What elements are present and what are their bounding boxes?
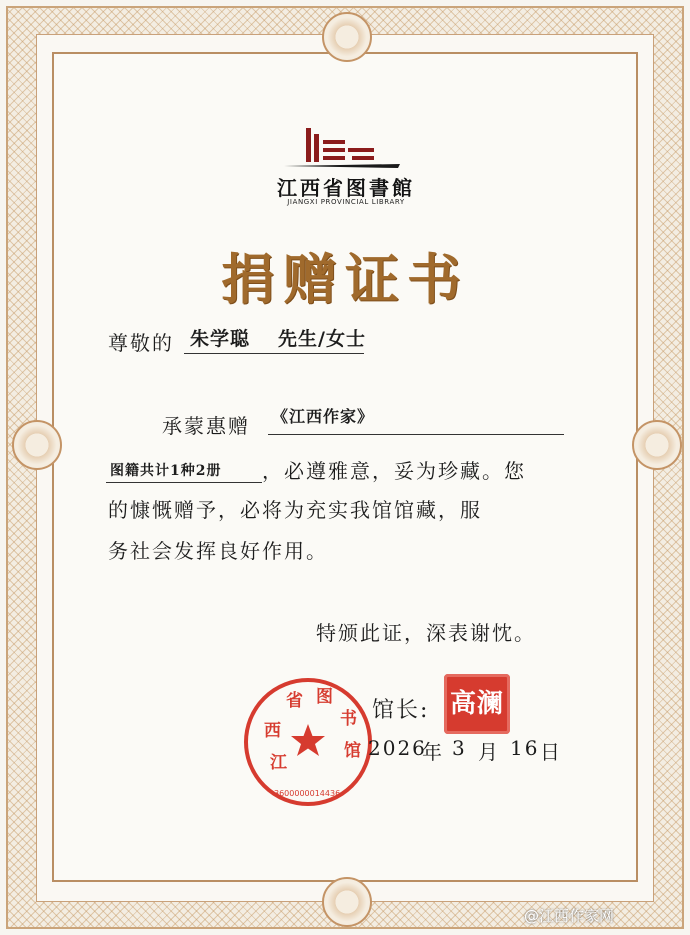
date-day: 16 [510, 736, 540, 760]
library-name-chinese: 江西省图書館 [277, 176, 415, 200]
svg-text:省: 省 [286, 691, 303, 711]
recipient-underline [184, 353, 364, 354]
quantity-underline [106, 482, 262, 483]
curator-signature-stamp: 高澜 [444, 674, 510, 734]
border-ornament-right [632, 420, 682, 470]
date-year-unit: 年 [422, 740, 444, 764]
svg-text:书: 书 [340, 709, 357, 729]
official-seal-stamp [242, 676, 374, 808]
recipient-name: 朱学聪 [190, 328, 251, 350]
date-month-unit: 月 [478, 740, 500, 764]
body-line-2: 的慷慨赠予，必将为充实我馆馆藏，服 [108, 498, 482, 522]
svg-text:图: 图 [316, 687, 333, 707]
gift-item: 《江西作家》 [272, 407, 375, 426]
curator-label: 馆长: [372, 698, 430, 723]
body-line-1: ，必遵雅意，妥为珍藏。您 [262, 459, 526, 483]
body-line-3: 务社会发挥良好作用。 [108, 539, 328, 563]
gift-quantity: 图籍共计1种2册 [110, 463, 222, 479]
recipient-honorific: 先生/女士 [278, 328, 366, 350]
closing-text: 特颁此证，深表谢忱。 [316, 621, 536, 645]
svg-text:西: 西 [264, 721, 281, 741]
recipient-prefix: 尊敬的 [108, 331, 174, 355]
gift-underline [268, 434, 564, 435]
border-ornament-bottom [322, 877, 372, 927]
gift-prefix: 承蒙惠赠 [162, 414, 250, 438]
certificate-title: 捐赠证书 [221, 247, 469, 311]
date-year: 2026 [368, 736, 427, 760]
svg-text:江: 江 [270, 753, 287, 773]
seal-code: 3600000014436 [274, 789, 341, 798]
border-ornament-left [12, 420, 62, 470]
date-day-unit: 日 [540, 740, 562, 764]
border-ornament-top [322, 12, 372, 62]
source-watermark: @江西作家网 [524, 907, 615, 925]
library-name-english: JIANGXI PROVINCIAL LIBRARY [287, 198, 405, 206]
date-month: 3 [452, 736, 467, 760]
svg-text:馆: 馆 [344, 741, 361, 761]
